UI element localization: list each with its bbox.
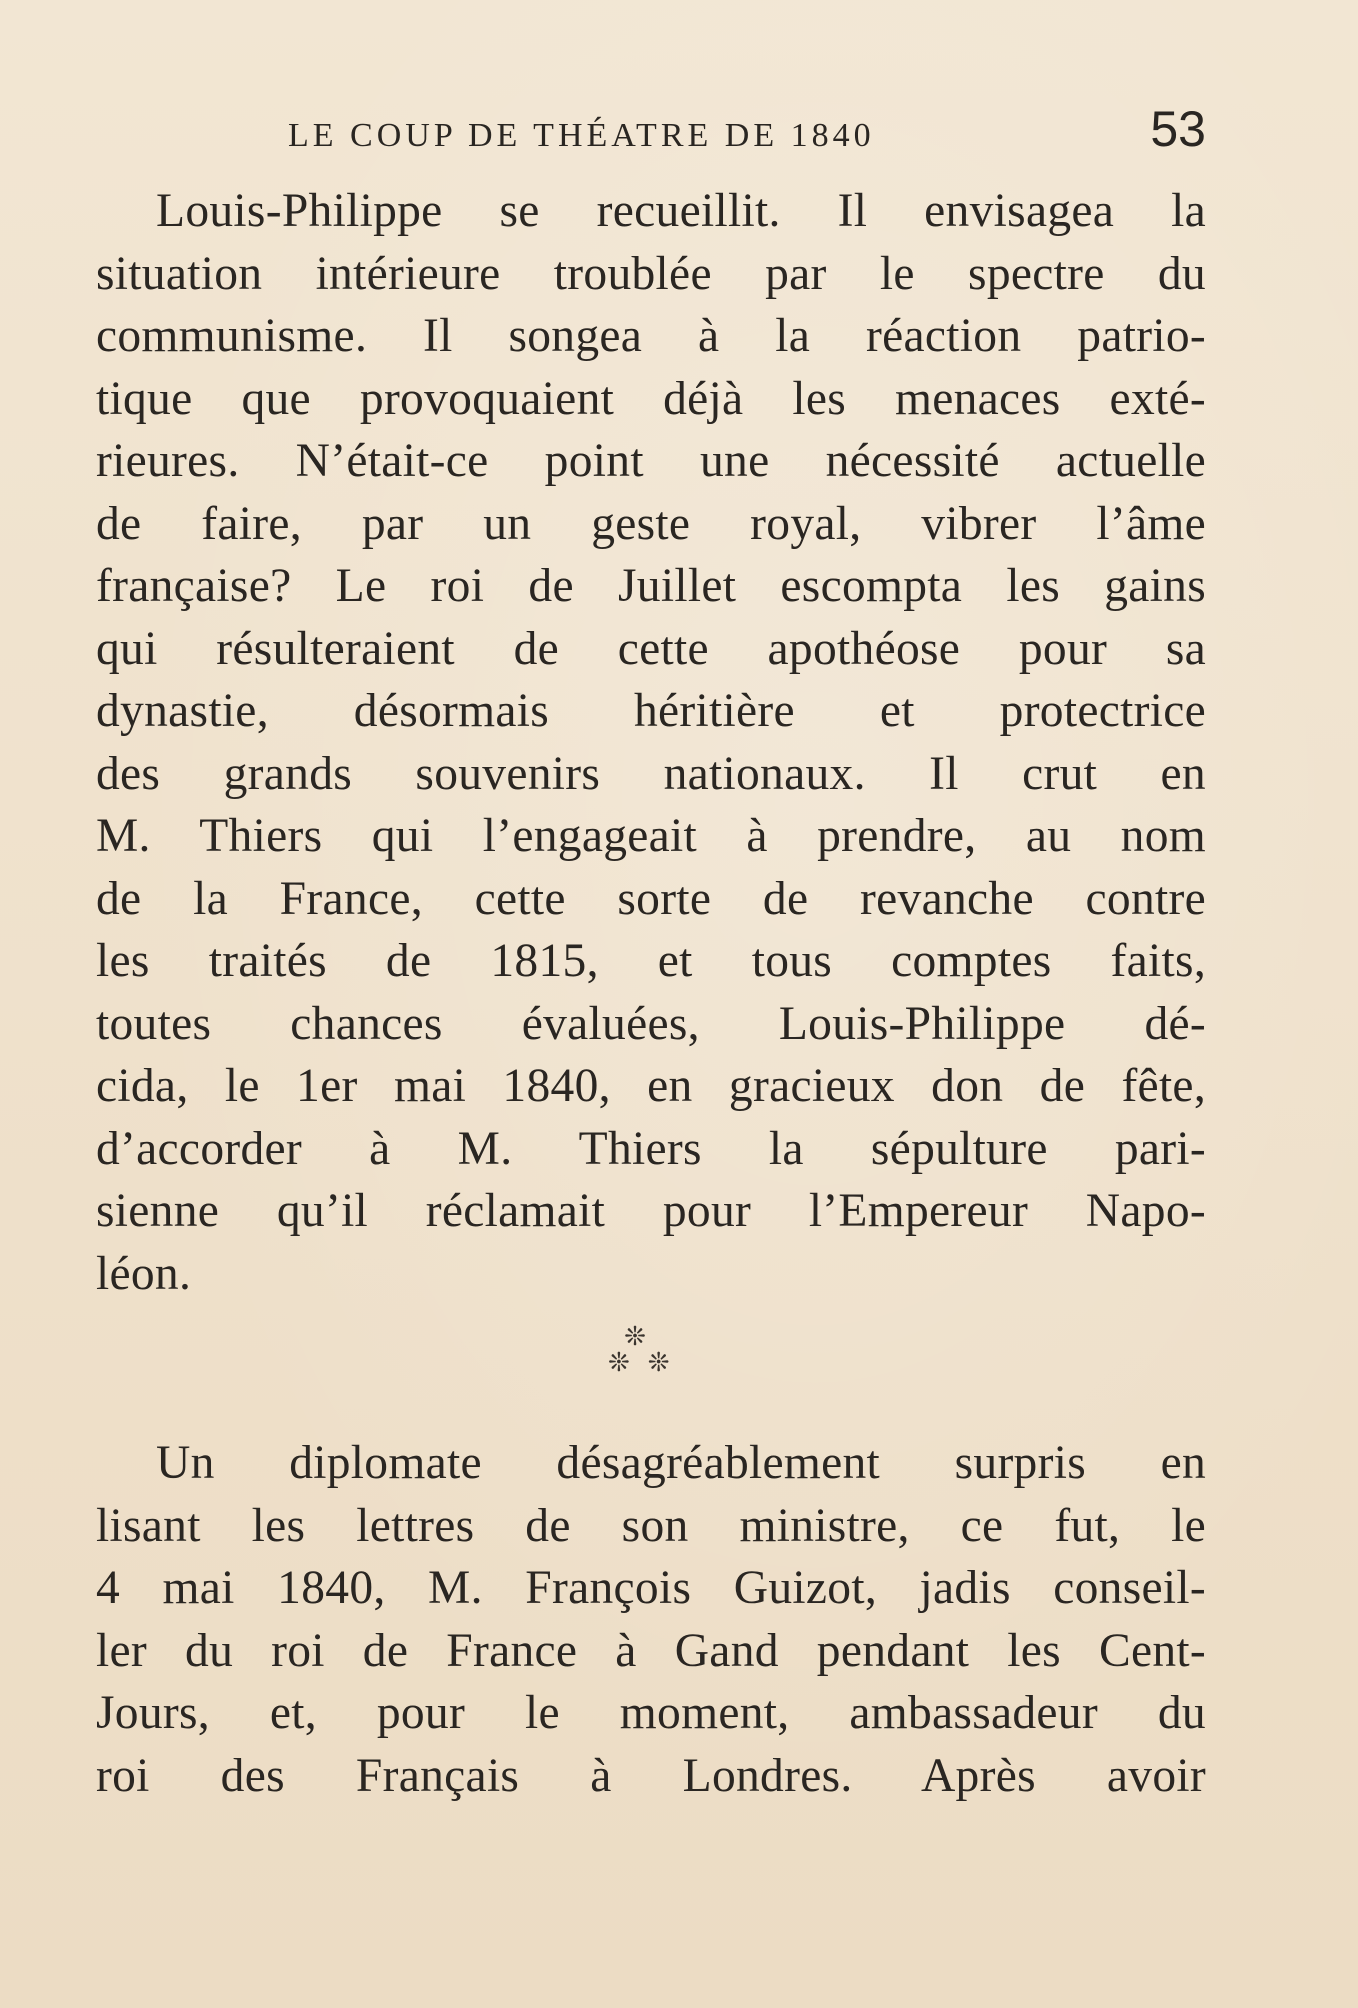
asterisk-glyph-pair: ❊❊: [608, 1348, 688, 1377]
text-line: Louis-Philippe se recueillit. Il envisagea la: [156, 185, 1206, 237]
text-line: 4 mai 1840, M. François Guizot, jadis conseil-: [96, 1562, 1206, 1614]
text-line: communisme. Il songea à la réaction patrio-: [96, 310, 1206, 362]
text-line: léon.: [96, 1247, 192, 1300]
paragraph-1: [96, 180, 1206, 1305]
text-line: des grands souvenirs nationaux. Il crut en: [96, 747, 1206, 800]
text-line: ler du roi de France à Gand pendant les Cent-: [96, 1624, 1206, 1677]
text-line: lisant les lettres de son ministre, ce fut, le: [96, 1499, 1206, 1552]
text-line: qui résulteraient de cette apothéose pour sa: [96, 622, 1206, 675]
text-line: Jours, et, pour le moment, ambassadeur du: [96, 1687, 1206, 1739]
text-line: roi des Français à Londres. Après avoir: [96, 1749, 1206, 1802]
text-line: rieures. N’était-ce point une nécessité actuelle: [96, 435, 1206, 487]
text-line: sienne qu’il réclamait pour l’Empereur Napo-: [96, 1185, 1206, 1237]
text-line: dynastie, désormais héritière et protectrice: [96, 685, 1206, 737]
running-title: LE COUP DE THÉATRE DE 1840: [288, 117, 875, 154]
page-number: 53: [1150, 101, 1206, 157]
text-line: Un diplomate désagréablement surpris en: [156, 1437, 1206, 1489]
text-line: de la France, cette sorte de revanche contre: [96, 872, 1206, 925]
asterisk-glyph: ❊: [624, 1322, 646, 1351]
text-line: cida, le 1er mai 1840, en gracieux don de fête,: [96, 1060, 1206, 1112]
text-line: M. Thiers qui l’engageait à prendre, au nom: [96, 810, 1206, 862]
paragraph-2: [96, 1432, 1206, 1807]
text-line: d’accorder à M. Thiers la sépulture pari-: [96, 1122, 1206, 1175]
text-line: situation intérieure troublée par le spectre du: [96, 247, 1206, 300]
text-line: les traités de 1815, et tous comptes faits,: [96, 935, 1206, 987]
text-line: toutes chances évaluées, Louis-Philippe dé-: [96, 997, 1206, 1050]
text-line: de faire, par un geste royal, vibrer l’âme: [96, 497, 1206, 550]
text-line: française? Le roi de Juillet escompta les gains: [96, 560, 1206, 612]
section-separator-asterism: [590, 1322, 688, 1380]
page-header: [288, 100, 1206, 160]
text-line: tique que provoquaient déjà les menaces exté-: [96, 372, 1206, 425]
